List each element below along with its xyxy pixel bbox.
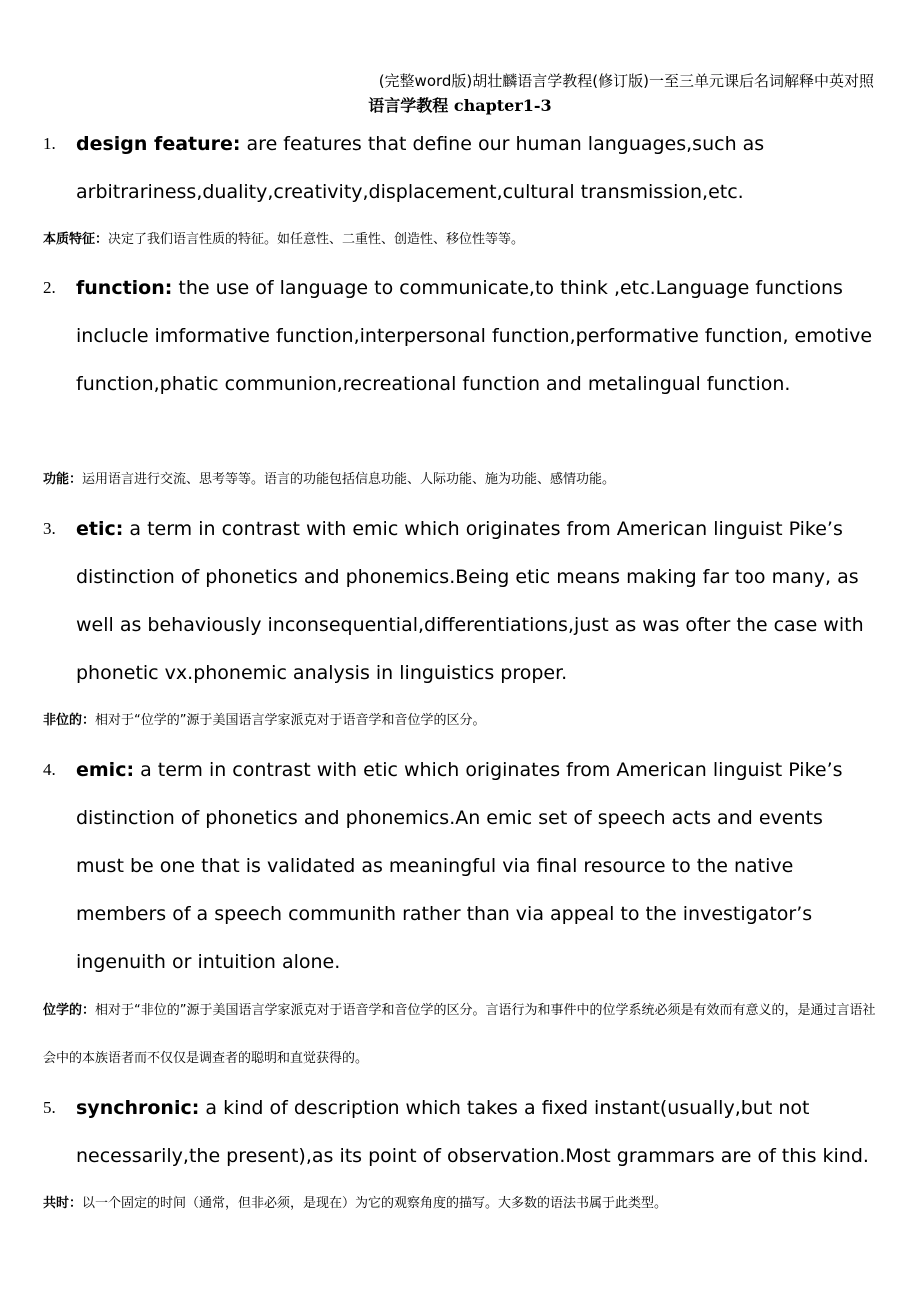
entry-english <box>76 264 876 408</box>
zh-term: 功能： <box>43 472 83 487</box>
section-title: 语言学教程 chapter1-3 <box>368 96 552 115</box>
entry-chinese-design-feature <box>43 216 883 264</box>
document-header: (完整word版)胡壮麟语言学教程(修订版)一至三单元课后名词解释中英对照 <box>378 72 874 90</box>
entry-chinese-etic <box>43 697 883 745</box>
entry-definition: a term in contrast with emic which originates from American linguist Pike’s distinction of phonetics and phonemics.Being etic means making far too many, as well as behaviously inconsequential,differentiations,just as was ofter the case with phonetic vx.phonemic analysis in linguistics proper. <box>76 518 864 684</box>
entry-emic <box>0 746 920 986</box>
entry-definition: are features that define our human languages,such as arbitrariness,duality,creativity,displacement,cultural transmission,etc. <box>76 133 765 203</box>
entry-term: emic: <box>76 759 135 781</box>
entry-definition: a term in contrast with etic which originates from American linguist Pike’s distinction of phonetics and phonemics.An emic set of speech acts and events must be one that is validated as meaningful via final resource to the native members of a speech communith rather than via appeal to the investigator’s ingenuith or intuition alone. <box>76 759 843 973</box>
zh-definition: 以一个固定的时间（通常，但非必须，是现在）为它的观察角度的描写。大多数的语法书属于此类型。 <box>82 1196 668 1211</box>
entry-term: function: <box>76 277 173 299</box>
zh-term: 非位的： <box>43 713 96 728</box>
zh-term: 本质特征： <box>43 232 109 247</box>
entry-english <box>76 1084 876 1180</box>
entry-english <box>76 505 876 697</box>
zh-definition: 相对于“位学的”源于美国语言学家派克对于语音学和音位学的区分。 <box>95 713 486 728</box>
entry-etic <box>0 505 920 697</box>
entry-number: 3. <box>43 519 56 538</box>
zh-term: 位学的： <box>43 1003 96 1018</box>
entry-term: etic: <box>76 518 124 540</box>
entry-number: 2. <box>43 278 56 297</box>
zh-term: 共时： <box>43 1196 83 1211</box>
entry-number: 5. <box>43 1098 56 1117</box>
entry-chinese-function <box>43 456 883 504</box>
entry-chinese-emic <box>43 987 883 1083</box>
zh-definition: 相对于“非位的”源于美国语言学家派克对于语音学和音位学的区分。言语行为和事件中的位学系统必须是有效而有意义的，是通过言语社会中的本族语者而不仅仅是调查者的聪明和直觉获得的。 <box>43 1003 876 1066</box>
entry-definition: the use of language to communicate,to think ,etc.Language functions inclucle imformative function,interpersonal function,performative function, emotive function,phatic communion,recreational function and metalingual function. <box>76 277 873 395</box>
entry-english <box>76 746 876 986</box>
entry-synchronic <box>0 1084 920 1180</box>
zh-definition: 决定了我们语言性质的特征。如任意性、二重性、创造性、移位性等等。 <box>108 232 525 247</box>
entry-function <box>0 264 920 408</box>
entry-term: synchronic: <box>76 1097 200 1119</box>
entry-english <box>76 120 876 216</box>
entry-definition: a kind of description which takes a fixed instant(usually,but not necessarily,the present),as its point of observation.Most grammars are of this kind. <box>76 1097 869 1167</box>
entry-design-feature <box>0 120 920 216</box>
zh-definition: 运用语言进行交流、思考等等。语言的功能包括信息功能、人际功能、施为功能、感情功能。 <box>82 472 616 487</box>
entry-chinese-synchronic <box>43 1180 883 1228</box>
entry-term: design feature: <box>76 133 241 155</box>
entry-number: 1. <box>43 134 56 153</box>
entry-number: 4. <box>43 760 56 779</box>
